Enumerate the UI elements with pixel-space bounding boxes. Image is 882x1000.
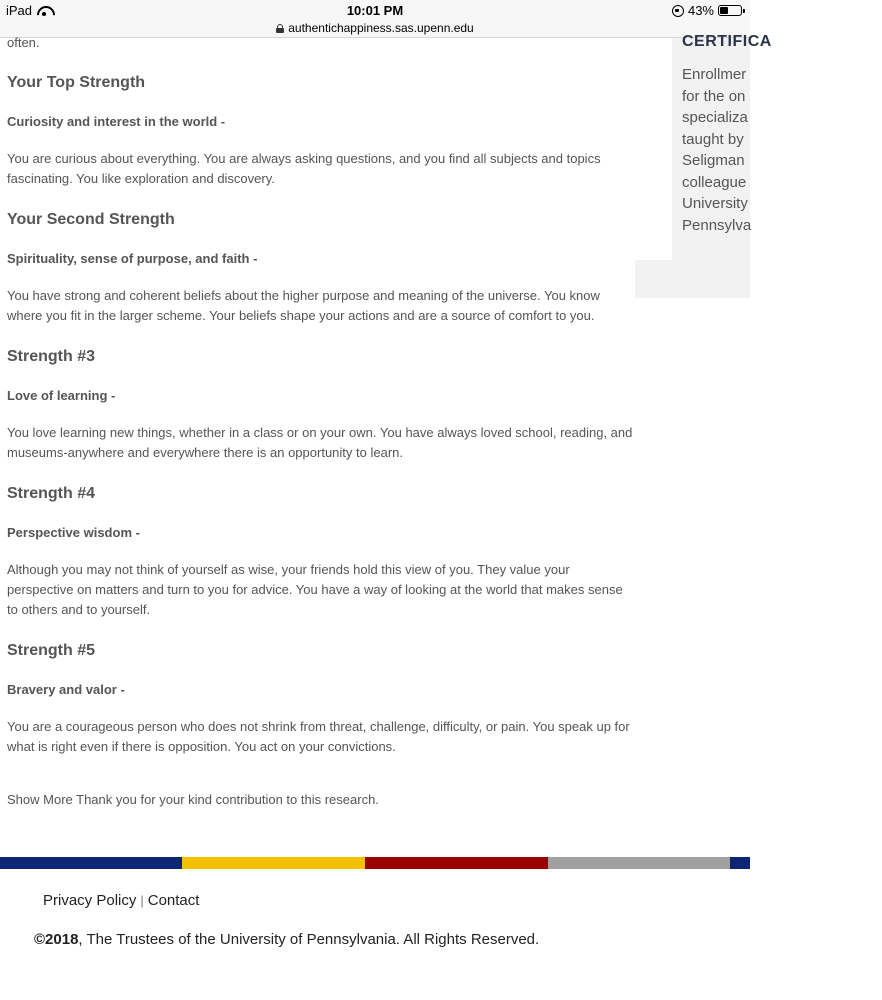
sidebar-heading: CERTIFICA [682, 33, 772, 50]
sidebar-line: taught by [682, 130, 744, 148]
battery-icon [718, 5, 742, 16]
strength-title: Your Top Strength [7, 74, 146, 91]
stripe-segment-red [365, 857, 548, 869]
show-more-link[interactable]: Show More [7, 792, 73, 807]
footer-separator: | [140, 893, 144, 908]
strength-description: You are curious about everything. You are always asking questions, and you find all subjects and topics fascinating. You like exploration and discovery. [7, 151, 601, 186]
sidebar-line: Enrollmer [682, 66, 747, 83]
truncated-text: often. [7, 35, 40, 50]
main-content [7, 35, 637, 757]
sidebar-body [682, 64, 882, 236]
copyright-text: , The Trustees of the University of Pennsylvania. All Rights Reserved. [78, 931, 540, 948]
strength-title: Strength #4 [7, 485, 96, 502]
strength-description: You are a courageous person who does not shrink from threat, challenge, difficulty, or pain. You speak up for what is right even if there is opposition. You act on your convictions. [7, 719, 630, 754]
strength-section [7, 74, 637, 189]
strength-description: You have strong and coherent beliefs about the higher purpose and meaning of the universe. You know where you fit in the larger scheme. Your beliefs shape your actions and are a source of comfort to you. [7, 288, 600, 323]
battery-percent: 43% [687, 3, 714, 18]
strength-name: Bravery and valor - [7, 682, 125, 697]
device-name: iPad [6, 3, 33, 18]
strength-name: Love of learning - [7, 388, 116, 403]
sidebar-background [635, 260, 750, 298]
contact-link[interactable]: Contact [147, 892, 200, 909]
stripe-segment-gray [548, 857, 730, 869]
stripe-segment-blue-end [730, 857, 750, 869]
sidebar-line: University [682, 195, 748, 212]
copyright [34, 931, 539, 948]
status-time: 10:01 PM [346, 3, 404, 18]
strength-name: Spirituality, sense of purpose, and faith - [7, 251, 258, 266]
strength-section [7, 642, 637, 757]
thanks-text: Thank you for your kind contribution to this research. [76, 792, 379, 807]
strength-description: Although you may not think of yourself as wise, your friends hold this view of you. They value your perspective on matters and turn to you for advice. You have a way of looking at the world that makes sense to others and to yourself. [7, 562, 623, 617]
sidebar-line: colleague [682, 173, 747, 191]
stripe-segment-blue [0, 857, 182, 869]
stripe-segment-gold [182, 857, 365, 869]
strength-description: You love learning new things, whether in a class or on your own. You have always loved school, reading, and museums-anywhere and everywhere there is an opportunity to learn. [7, 425, 633, 460]
footer-links [43, 892, 199, 909]
strength-section [7, 485, 637, 620]
sidebar-line: Seligman [682, 152, 745, 169]
battery-fill [720, 7, 728, 14]
strength-section [7, 348, 637, 463]
sidebar-line: Pennsylva [682, 216, 752, 234]
strength-title: Strength #3 [7, 348, 96, 365]
strength-name: Curiosity and interest in the world - [7, 114, 226, 129]
copyright-year: ©2018 [34, 931, 79, 948]
status-right [672, 3, 742, 18]
rotation-lock-icon [672, 5, 684, 17]
footer-color-stripe [0, 857, 750, 869]
url-text[interactable]: authentichappiness.sas.upenn.edu [288, 21, 474, 35]
strength-section [7, 211, 637, 326]
show-more-row [7, 792, 379, 807]
sidebar-line: for the on [682, 87, 746, 105]
sidebar-line: specializa [682, 109, 748, 126]
strength-title: Your Second Strength [7, 211, 175, 228]
status-bar [0, 0, 750, 20]
privacy-policy-link[interactable]: Privacy Policy [43, 892, 137, 909]
certificate-sidebar [672, 33, 772, 298]
battery-tip [743, 9, 745, 13]
strength-title: Strength #5 [7, 642, 96, 659]
strength-name: Perspective wisdom - [7, 525, 140, 540]
padlock-icon [276, 24, 284, 33]
